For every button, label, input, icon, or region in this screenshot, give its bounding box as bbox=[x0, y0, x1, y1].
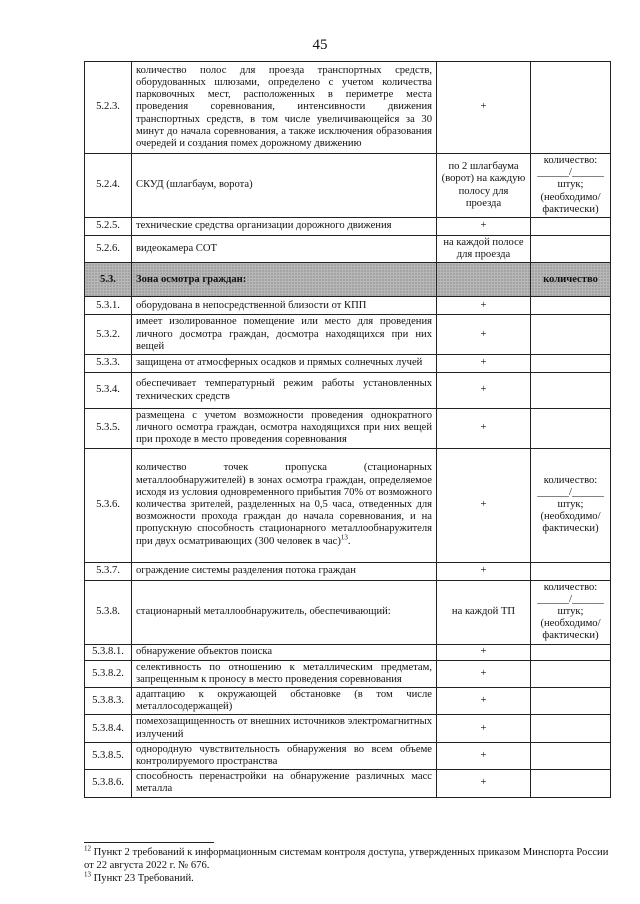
quantity-cell bbox=[531, 715, 611, 742]
table-row bbox=[85, 297, 611, 315]
requirement-value: + bbox=[437, 448, 531, 562]
requirement-value: + bbox=[437, 373, 531, 409]
requirement-text: количество полос для проезда транспортных средств, оборудованных шлюзами, определено с учетом количества парковочных мест, расположенных в периметре места проведения соревнования, интенсивности движения транспортных средств, в том числе увеличивающейся за 30 минут до начала соревнования, а также исключения образования очередей и создания помех дорожному движению bbox=[132, 62, 437, 154]
requirement-text: имеет изолированное помещение или место для проведения личного досмотра граждан, досмотра находящихся при них вещей bbox=[132, 315, 437, 355]
row-number: 5.3.4. bbox=[85, 373, 132, 409]
row-number: 5.3.8.4. bbox=[85, 715, 132, 742]
requirement-text: селективность по отношению к металлическим предметам, запрещенным к проносу в место проведения соревнования bbox=[132, 660, 437, 687]
quantity-cell bbox=[531, 742, 611, 769]
quantity-cell bbox=[531, 236, 611, 263]
table-row bbox=[85, 373, 611, 409]
row-number: 5.3.2. bbox=[85, 315, 132, 355]
requirement-value: по 2 шлагбаума (ворот) на каждую полосу для проезда bbox=[437, 154, 531, 218]
requirement-text: способность перенастройки на обнаружение различных масс металла bbox=[132, 770, 437, 797]
requirement-value: + bbox=[437, 297, 531, 315]
requirement-value: + bbox=[437, 62, 531, 154]
row-number: 5.3.1. bbox=[85, 297, 132, 315]
quantity-cell bbox=[531, 297, 611, 315]
quantity-cell: количество: ______/______ штук; (необходимо/ фактически) bbox=[531, 448, 611, 562]
table-row bbox=[85, 770, 611, 797]
quantity-cell bbox=[531, 644, 611, 660]
quantity-cell bbox=[531, 660, 611, 687]
requirement-text: технические средства организации дорожного движения bbox=[132, 218, 437, 236]
table-row bbox=[85, 742, 611, 769]
row-number: 5.2.6. bbox=[85, 236, 132, 263]
row-number: 5.3. bbox=[85, 263, 132, 297]
requirement-text: оборудована в непосредственной близости от КПП bbox=[132, 297, 437, 315]
quantity-cell bbox=[531, 409, 611, 449]
table-row bbox=[85, 409, 611, 449]
table-row bbox=[85, 715, 611, 742]
table-row bbox=[85, 580, 611, 644]
row-number: 5.3.6. bbox=[85, 448, 132, 562]
requirement-value: на каждой ТП bbox=[437, 580, 531, 644]
row-number: 5.2.4. bbox=[85, 154, 132, 218]
row-number: 5.2.5. bbox=[85, 218, 132, 236]
row-number: 5.3.5. bbox=[85, 409, 132, 449]
quantity-cell bbox=[531, 562, 611, 580]
quantity-cell bbox=[531, 218, 611, 236]
table-row bbox=[85, 448, 611, 562]
requirement-value: + bbox=[437, 715, 531, 742]
table-row bbox=[85, 236, 611, 263]
footnote-divider bbox=[84, 842, 214, 843]
quantity-cell bbox=[531, 315, 611, 355]
footnotes bbox=[84, 846, 610, 885]
requirements-table bbox=[84, 61, 611, 798]
requirement-value: + bbox=[437, 218, 531, 236]
table-row bbox=[85, 315, 611, 355]
row-number: 5.3.3. bbox=[85, 355, 132, 373]
row-number: 5.3.8.5. bbox=[85, 742, 132, 769]
quantity-cell: количество: ______/______ штук; (необходимо/ фактически) bbox=[531, 580, 611, 644]
table-row bbox=[85, 154, 611, 218]
quantity-cell bbox=[531, 62, 611, 154]
requirement-text: ограждение системы разделения потока граждан bbox=[132, 562, 437, 580]
requirement-text: защищена от атмосферных осадков и прямых солнечных лучей bbox=[132, 355, 437, 373]
requirement-value: + bbox=[437, 770, 531, 797]
table-row bbox=[85, 562, 611, 580]
requirement-text: однородную чувствительность обнаружения во всем объеме контролируемого пространства bbox=[132, 742, 437, 769]
requirement-value: + bbox=[437, 409, 531, 449]
table-row bbox=[85, 688, 611, 715]
table-row bbox=[85, 355, 611, 373]
footnote-12: $^{12}$ Пункт 2 требований к информационным системам контроля доступа, утвержденных приказом Минспорта России от 22 августа 2022 г. № 676. bbox=[84, 844, 609, 871]
page-number: 45 bbox=[312, 37, 328, 53]
requirement-text: стационарный металлообнаружитель, обеспечивающий: bbox=[132, 580, 437, 644]
row-number: 5.3.8. bbox=[85, 580, 132, 644]
requirement-text: размещена с учетом возможности проведения однократного личного осмотра граждан, осмотра находящихся при них вещей при проходе в место проведения соревнования bbox=[132, 409, 437, 449]
footnote-13: $^{13}$ Пункт 23 Требований. bbox=[84, 870, 194, 884]
requirement-value: на каждой полосе для проезда bbox=[437, 236, 531, 263]
quantity-cell bbox=[531, 770, 611, 797]
row-number: 5.2.3. bbox=[85, 62, 132, 154]
table-row bbox=[85, 218, 611, 236]
quantity-cell bbox=[531, 355, 611, 373]
requirement-text: обнаружение объектов поиска bbox=[132, 644, 437, 660]
row-number: 5.3.8.6. bbox=[85, 770, 132, 797]
requirement-value: + bbox=[437, 660, 531, 687]
requirement-text: адаптацию к окружающей обстановке (в том числе металлосодержащей) bbox=[132, 688, 437, 715]
quantity-cell: количество bbox=[531, 263, 611, 297]
table-row bbox=[85, 263, 611, 297]
row-number: 5.3.8.1. bbox=[85, 644, 132, 660]
requirement-text: количество точек пропуска (стационарных металлообнаружителей) в зонах осмотра граждан, определяемое исходя из условия одновременного прибытия 70% от возможного количества зрителей, разделенных на 0,5 часа, отведенных для возможности прохода граждан до начала соревнования, и на пропускную способность стационарного металлообнаружителя при двух осматривающих (300 человек в час)$^{13}$. bbox=[132, 448, 437, 562]
requirement-value: + bbox=[437, 742, 531, 769]
requirement-value: + bbox=[437, 355, 531, 373]
requirement-text: СКУД (шлагбаум, ворота) bbox=[132, 154, 437, 218]
quantity-cell bbox=[531, 688, 611, 715]
quantity-cell bbox=[531, 373, 611, 409]
requirement-value: + bbox=[437, 644, 531, 660]
requirement-text: Зона осмотра граждан: bbox=[132, 263, 437, 297]
requirement-value bbox=[437, 263, 531, 297]
requirement-text: помехозащищенность от внешних источников электромагнитных излучений bbox=[132, 715, 437, 742]
quantity-cell: количество: ______/______ штук; (необходимо/ фактически) bbox=[531, 154, 611, 218]
row-number: 5.3.8.3. bbox=[85, 688, 132, 715]
requirement-value: + bbox=[437, 315, 531, 355]
requirement-text: обеспечивает температурный режим работы установленных технических средств bbox=[132, 373, 437, 409]
requirement-value: + bbox=[437, 562, 531, 580]
requirement-value: + bbox=[437, 688, 531, 715]
table-row bbox=[85, 660, 611, 687]
table-row bbox=[85, 644, 611, 660]
row-number: 5.3.7. bbox=[85, 562, 132, 580]
table-row bbox=[85, 62, 611, 154]
row-number: 5.3.8.2. bbox=[85, 660, 132, 687]
requirement-text: видеокамера СОТ bbox=[132, 236, 437, 263]
